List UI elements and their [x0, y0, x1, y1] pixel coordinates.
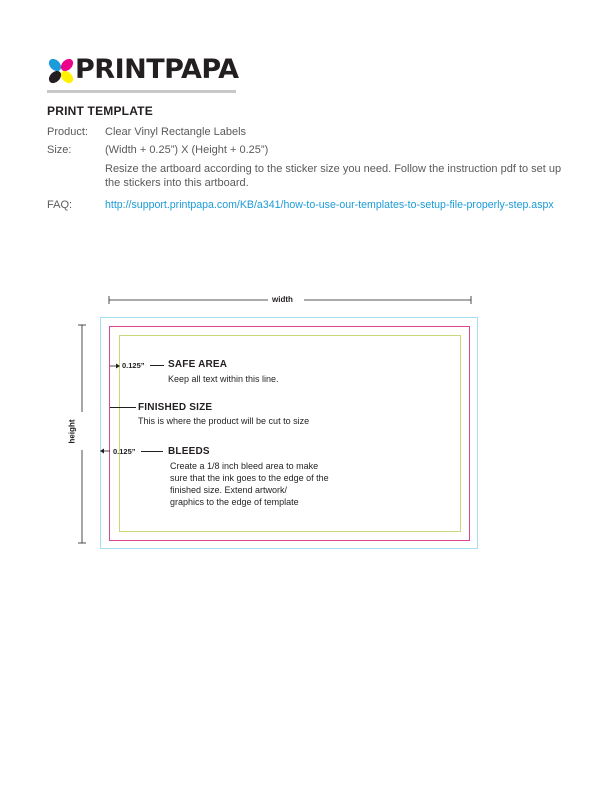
product-label: Product: [47, 126, 88, 138]
finished-size-heading: FINISHED SIZE [138, 402, 213, 413]
bleeds-offset: 0.125” [113, 447, 136, 456]
bleeds-leader [141, 451, 163, 452]
size-value: (Width + 0.25”) X (Height + 0.25”) [105, 144, 269, 156]
height-dimension-line [77, 324, 87, 544]
bleeds-heading: BLEEDS [168, 446, 210, 457]
product-value: Clear Vinyl Rectangle Labels [105, 126, 247, 138]
bleeds-text-line4: graphics to the edge of template [170, 497, 299, 507]
bleeds-arrow-icon [100, 447, 110, 455]
safe-area-leader [150, 365, 164, 366]
faq-link[interactable]: http://support.printpapa.com/KB/a341/how-to-use-our-templates-to-setup-file-properly-step.aspx [105, 199, 554, 211]
safe-area-arrow-icon [110, 362, 120, 370]
bleeds-text-line1: Create a 1/8 inch bleed area to make [170, 461, 319, 471]
safe-area-offset: 0.125” [122, 361, 145, 370]
size-note-line1: Resize the artboard according to the sticker size you need. Follow the instruction pdf to set up [105, 163, 562, 175]
size-note-line2: the stickers into this artboard. [105, 177, 249, 189]
finished-size-leader [110, 407, 136, 408]
width-label: width [272, 295, 293, 304]
bleeds-text-line2: sure that the ink goes to the edge of the [170, 473, 329, 483]
brand-name: PRINTPAPA [75, 54, 239, 85]
safe-area-heading: SAFE AREA [168, 359, 228, 370]
safe-area-text: Keep all text within this line. [168, 374, 279, 384]
printpapa-logo-icon [46, 56, 76, 86]
faq-label: FAQ: [47, 199, 73, 211]
height-label: height [67, 419, 77, 444]
finished-size-text: This is where the product will be cut to size [138, 416, 310, 426]
bleeds-text-line3: finished size. Extend artwork/ [170, 485, 288, 495]
size-label: Size: [47, 144, 72, 156]
page-title: PRINT TEMPLATE [47, 104, 153, 118]
header-divider [47, 90, 236, 93]
